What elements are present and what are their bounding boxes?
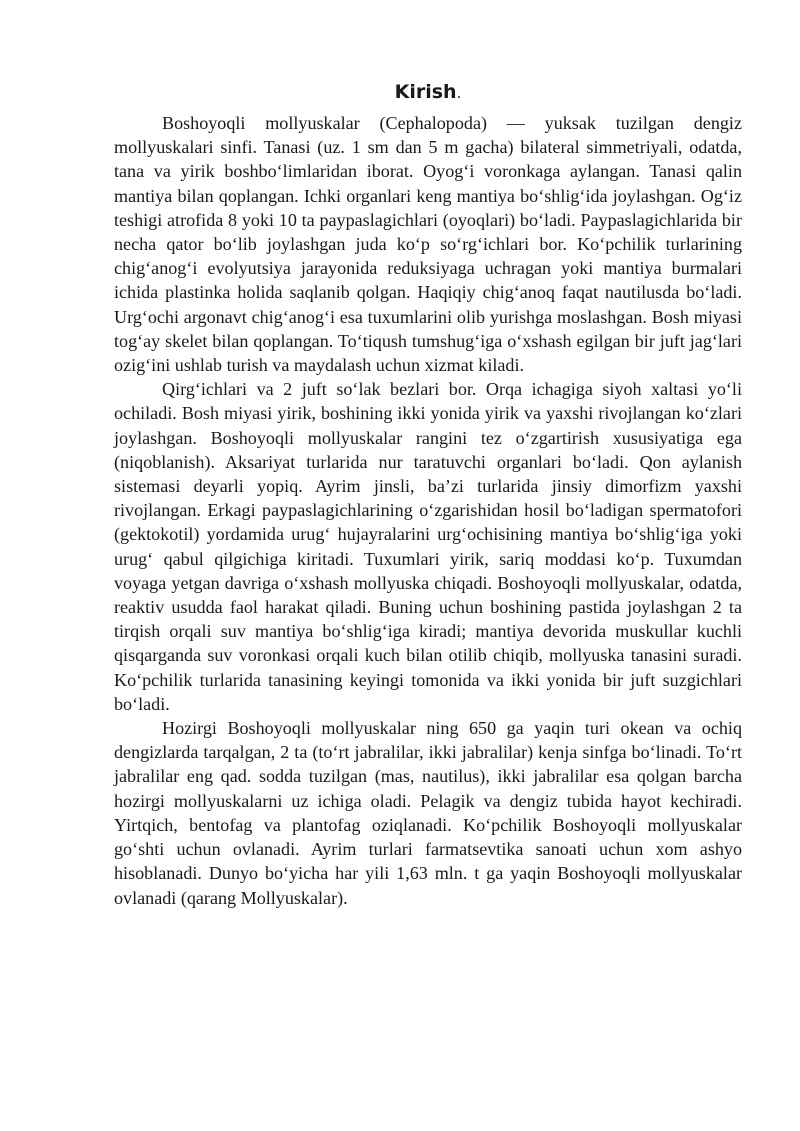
title-period: .: [456, 84, 462, 102]
document-title: [114, 78, 742, 107]
title-text: Kirish: [394, 81, 457, 103]
paragraph-1: Boshoyoqli mollyuskalar (Cephalopoda) — yuksak tuzilgan dengiz mollyuskalari sinfi. Tanasi (uz. 1 sm dan 5 m gacha) bilateral simmetriyali, odatda, tana va yirik boshbo‘limlaridan iborat. Oyog‘i voronkaga aylangan. Tanasi qalin mantiya bilan qoplangan. Ichki organlari keng mantiya bo‘shlig‘ida joylashgan. Og‘iz teshigi atrofida 8 yoki 10 ta paypaslagichlari (oyoqlari) bo‘ladi. Paypaslagichlarida bir necha qator bo‘lib joylashgan juda ko‘p so‘rg‘ichlari bor. Ko‘pchilik turlarining chig‘anog‘i evolyutsiya jarayonida reduksiyaga uchragan yoki mantiya burmalari ichida plastinka holida saqlanib qolgan. Haqiqiy chig‘anoq faqat nautilusda bo‘ladi. Urg‘ochi argonavt chig‘anog‘i esa tuxumlarini olib yurishga moslashgan. Bosh miyasi tog‘ay skelet bilan qoplangan. To‘tiqush tumshug‘iga o‘xshash egilgan bir juft jag‘lari ozig‘ini ushlab turish va maydalash uchun xizmat kiladi.: [114, 113, 742, 376]
paragraph-2: Qirg‘ichlari va 2 juft so‘lak bezlari bor. Orqa ichagiga siyoh xaltasi yo‘li ochiladi. Bosh miyasi yirik, boshining ikki yonida yirik va yaxshi rivojlangan ko‘zlari joylashgan. Boshoyoqli mollyuskalar rangini tez o‘zgartirish xususiyatiga ega (niqoblanish). Aksariyat turlarida nur taratuvchi organlari bo‘ladi. Qon aylanish sistemasi deyarli yopiq. Ayrim jinsli, ba’zi turlarida jinsiy dimorfizm yaxshi rivojlangan. Erkagi paypaslagichlarining o‘zgarishidan hosil bo‘ladigan spermatofori (gektokotil) yordamida urug‘ hujayralarini urg‘ochisining mantiya bo‘shlig‘iga yoki urug‘ qabul qilgichiga kiritadi. Tuxumlari yirik, sariq moddasi ko‘p. Tuxumdan voyaga yetgan davriga o‘xshash mollyuska chiqadi. Boshoyoqli mollyuskalar, odatda, reaktiv usudda faol harakat qiladi. Buning uchun boshining pastida joylashgan 2 ta tirqish orqali suv mantiya bo‘shlig‘iga kiradi; mantiya devorida muskullar kuchli qisqarganda suv voronkasi orqali kuch bilan otilib chiqib, mollyuska tanasini suradi. Ko‘pchilik turlarida tanasining keyingi tomonida va ikki yonida bir juft suzgichlari bo‘ladi.: [114, 379, 742, 714]
paragraph-3: Hozirgi Boshoyoqli mollyuskalar ning 650 ga yaqin turi okean va ochiq dengizlarda tarqalgan, 2 ta (to‘rt jabralilar, ikki jabralilar) kenja sinfga bo‘linadi. To‘rt jabralilar eng qad. sodda tuzilgan (mas, nautilus), ikki jabralilar esa qolgan barcha hozirgi mollyuskalarni uz ichiga oladi. Pelagik va dengiz tubida hayot kechiradi. Yirtqich, bentofag va plantofag oziqlanadi. Ko‘pchilik Boshoyoqli mollyuskalar go‘shti uchun ovlanadi. Ayrim turlari farmatsevtika sanoati uchun xom ashyo hisoblanadi. Dunyo bo‘yicha har yili 1,63 mln. t ga yaqin Boshoyoqli mollyuskalar ovlanadi (qarang Mollyuskalar).: [114, 718, 742, 908]
document-page: [114, 78, 742, 910]
